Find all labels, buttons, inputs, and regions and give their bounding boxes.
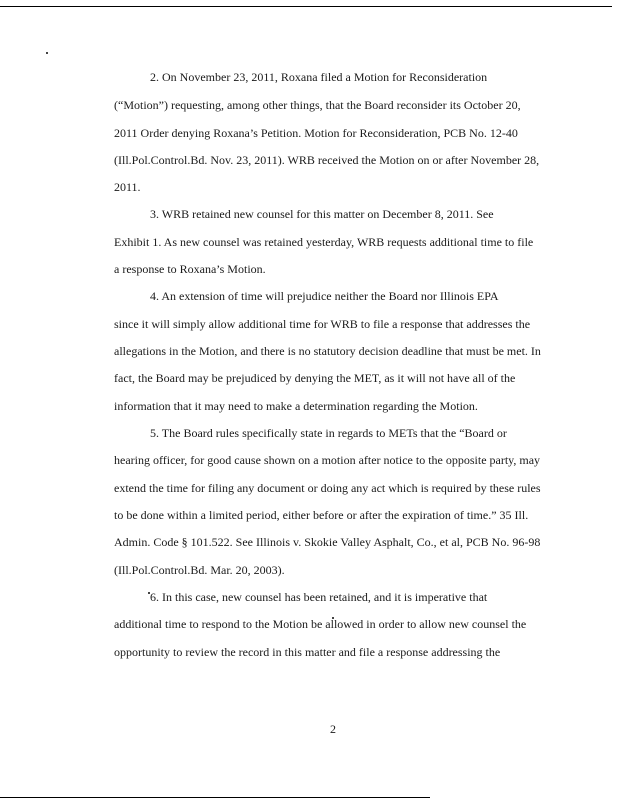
text-line: 2011 Order denying Roxana’s Petition. Motion for Reconsideration, PCB No. 12-40 — [114, 126, 518, 140]
text-line: Admin. Code § 101.522. See Illinois v. Skokie Valley Asphalt, Co., et al, PCB No. 96-98 — [114, 535, 541, 549]
text-line: (“Motion”) requesting, among other things, that the Board reconsider its October 20, — [114, 98, 521, 112]
text-line: fact, the Board may be prejudiced by denying the MET, as it will not have all of the — [114, 371, 516, 385]
text-line: a response to Roxana’s Motion. — [114, 262, 266, 276]
bottom-border-line — [0, 797, 430, 798]
text-line: since it will simply allow additional time for WRB to file a response that addresses the — [114, 317, 531, 331]
text-line: 2. On November 23, 2011, Roxana filed a Motion for Reconsideration — [150, 70, 488, 84]
text-line: to be done within a limited period, either before or after the expiration of time.” 35 Ill. — [114, 508, 529, 522]
text-line: (Ill.Pol.Control.Bd. Mar. 20, 2003). — [114, 563, 285, 577]
text-line: information that it may need to make a determination regarding the Motion. — [114, 399, 478, 413]
text-line: hearing officer, for good cause shown on a motion after notice to the opposite party, may — [114, 453, 541, 467]
text-line: 6. In this case, new counsel has been retained, and it is imperative that — [150, 590, 488, 604]
text-line: opportunity to review the record in this matter and file a response addressing the — [114, 645, 501, 659]
scan-speck — [46, 52, 48, 54]
text-line: 3. WRB retained new counsel for this matter on December 8, 2011. See — [150, 207, 494, 221]
text-line: 5. The Board rules specifically state in regards to METs that the “Board or — [150, 426, 507, 440]
text-line: 4. An extension of time will prejudice neither the Board nor Illinois EPA — [150, 289, 499, 303]
page-number: 2 — [330, 722, 336, 736]
top-border-line — [0, 6, 612, 7]
text-line: (Ill.Pol.Control.Bd. Nov. 23, 2011). WRB received the Motion on or after November 28, — [114, 153, 540, 167]
text-line: 2011. — [114, 180, 141, 194]
text-line: Exhibit 1. As new counsel was retained yesterday, WRB requests additional time to file — [114, 235, 534, 249]
text-line: allegations in the Motion, and there is no statutory decision deadline that must be met. In — [114, 344, 541, 358]
text-line: extend the time for filing any document or doing any act which is required by these rules — [114, 481, 541, 495]
text-line: additional time to respond to the Motion be allowed in order to allow new counsel the — [114, 617, 527, 631]
